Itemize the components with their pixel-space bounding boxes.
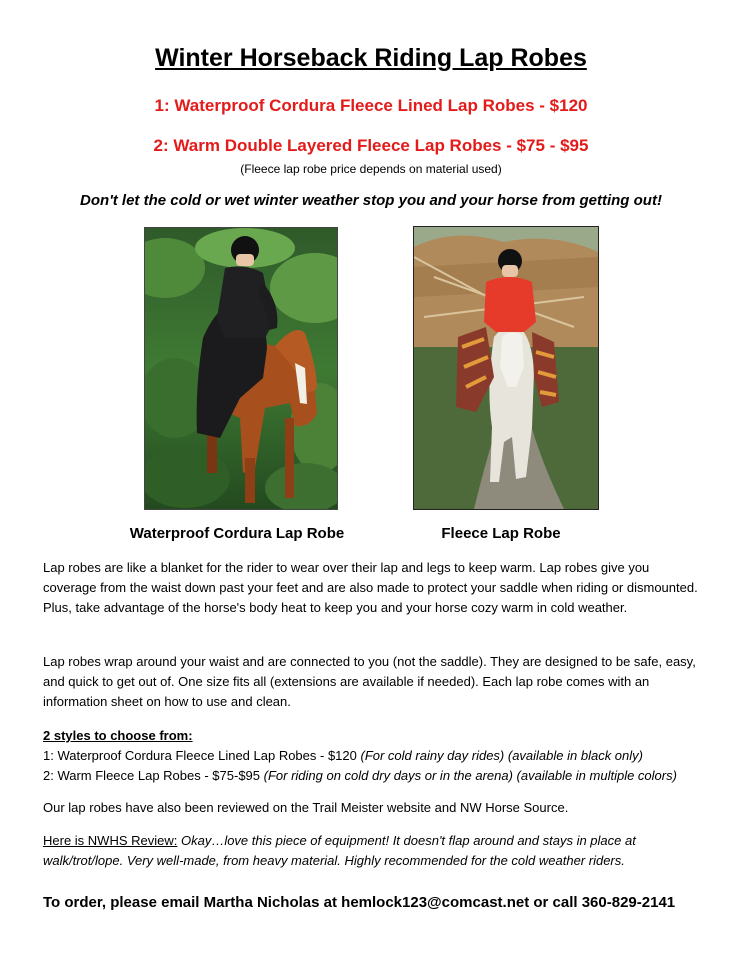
review-quote <box>43 831 703 871</box>
style-item-fleece-main: 2: Warm Fleece Lap Robes - $75-$95 <box>43 768 264 783</box>
price-line-cordura: 1: Waterproof Cordura Fleece Lined Lap Robes - $120 <box>154 96 588 115</box>
cordura-photo-caption: Waterproof Cordura Lap Robe <box>129 525 345 542</box>
price-line-fleece: 2: Warm Double Layered Fleece Lap Robes - $75 - $95 <box>153 136 589 155</box>
fleece-photo-caption: Fleece Lap Robe <box>441 525 561 542</box>
price-note: (Fleece lap robe price depends on material used) <box>240 162 502 176</box>
style-item-cordura-main: 1: Waterproof Cordura Fleece Lined Lap Robes - $120 <box>43 748 361 763</box>
style-item-fleece-note: (For riding on cold dry days or in the arena) (available in multiple colors) <box>263 768 677 783</box>
style-item-cordura-note: (For cold rainy day rides) (available in black only) <box>360 748 643 763</box>
page-title: Winter Horseback Riding Lap Robes <box>155 44 587 72</box>
description-paragraph-coverage: Lap robes are like a blanket for the rider to wear over their lap and legs to keep warm. Lap robes give you coverage from the waist down past your feet and are also made to protect your saddle when riding or dismounted. Plus, take advantage of the horse's body heat to keep you and your horse cozy warm in cold weather. <box>43 560 698 615</box>
cordura-lap-robe-photo <box>144 227 338 510</box>
styles-heading: 2 styles to choose from: <box>43 728 193 743</box>
review-label: Here is NWHS Review: <box>43 833 178 848</box>
style-item-fleece <box>43 766 723 786</box>
order-contact-line: To order, please email Martha Nicholas at hemlock123@comcast.net or call 360-829-2141 <box>43 894 676 911</box>
description-paragraph-safety: Lap robes wrap around your waist and are connected to you (not the saddle). They are designed to be safe, easy, and quick to get out of. One size fits all (extensions are available if needed). Each lap robe comes with an information sheet on how to use and clean. <box>43 654 696 709</box>
fleece-lap-robe-photo <box>413 226 599 510</box>
styles-section <box>43 726 723 786</box>
tagline: Don't let the cold or wet winter weather stop you and your horse from getting out! <box>80 192 662 209</box>
reviews-paragraph: Our lap robes have also been reviewed on the Trail Meister website and NW Horse Source. <box>43 800 569 815</box>
review-text: Okay…love this piece of equipment! It doesn't flap around and stays in place at walk/trot/lope. Very well-made, from heavy material. Highly recommended for the cold weather riders. <box>43 833 636 868</box>
style-item-cordura <box>43 746 723 766</box>
